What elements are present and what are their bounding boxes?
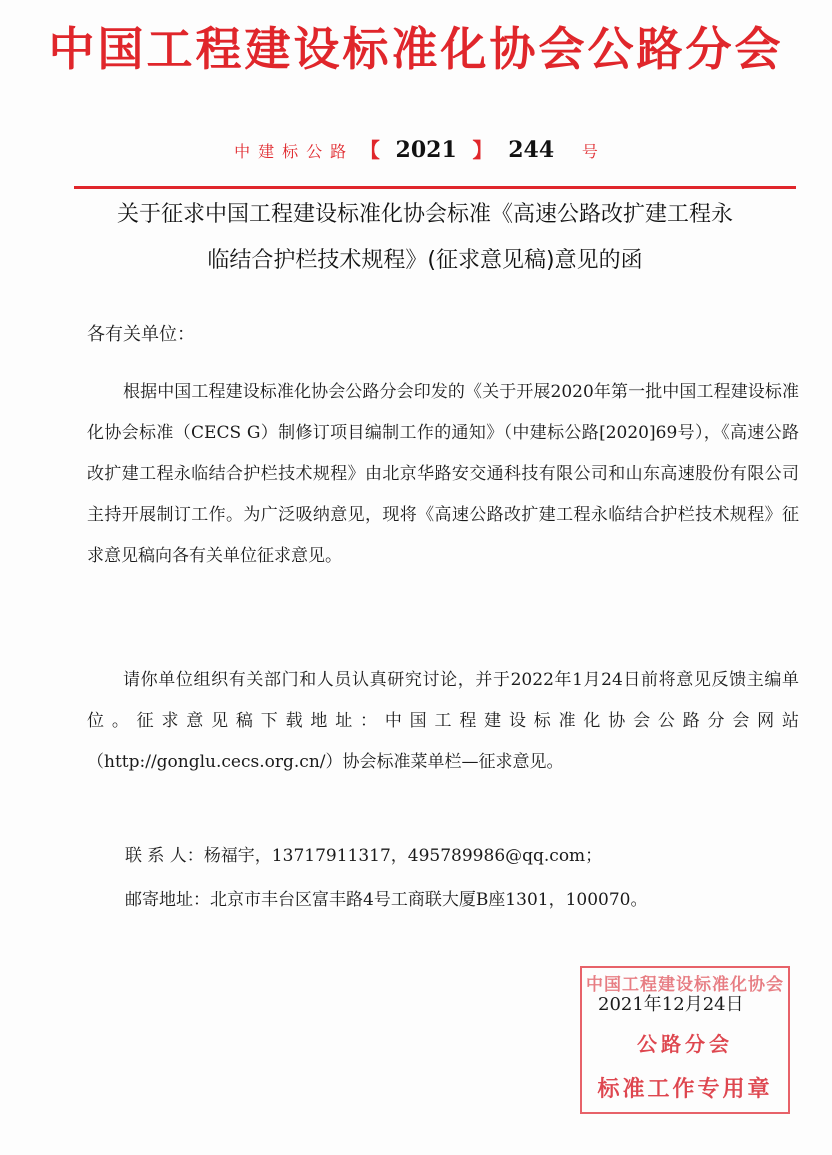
document-title-line-2: 临结合护栏技术规程》(征求意见稿)意见的函 bbox=[207, 248, 643, 273]
document-title bbox=[60, 192, 790, 284]
doc-number-open-bracket: 【 bbox=[359, 138, 380, 162]
issue-date: 2021年12月24日 bbox=[598, 994, 744, 1015]
organization-header: 中国工程建设标准化协会公路分会 bbox=[48, 22, 784, 76]
doc-number-prefix: 中建标公路 bbox=[234, 142, 355, 161]
mailing-address-value: 北京市丰台区富丰路4号工商联大厦B座1301，100070。 bbox=[210, 890, 648, 910]
mailing-address-label: 邮寄地址： bbox=[125, 890, 210, 910]
document-title-line-1: 关于征求中国工程建设标准化协会标准《高速公路改扩建工程永 bbox=[116, 202, 733, 227]
body-paragraph-1: 根据中国工程建设标准化协会公路分会印发的《关于开展2020年第一批中国工程建设标准化协会标准（CECS G）制修订项目编制工作的通知》（中建标公路[2020]69号），《高速公路改扩建工程永临结合护栏技术规程》由北京华路安交通科技有限公司和山东高速股份有限公司主持开展制订工作。为广泛吸纳意见，现将《高速公路改扩建工程永临结合护栏技术规程》征求意见稿向各有关单位征求意见。 bbox=[87, 382, 799, 566]
header-divider-line bbox=[74, 186, 796, 189]
doc-number-serial: 244 bbox=[508, 137, 555, 163]
contact-person-label: 联 系 人： bbox=[125, 846, 204, 866]
doc-number-year: 2021 bbox=[395, 137, 457, 163]
body-paragraph-2: 请你单位组织有关部门和人员认真研究讨论，并于2022年1月24日前将意见反馈主编单位。征求意见稿下载地址：中国工程建设标准化协会公路分会网站（http://gonglu.cecs.org.cn/）协会标准菜单栏—征求意见。 bbox=[87, 670, 799, 772]
doc-number-suffix: 号 bbox=[581, 142, 598, 161]
official-seal-stamp bbox=[580, 966, 790, 1114]
doc-number-close-bracket: 】 bbox=[472, 138, 493, 162]
contact-person-value: 杨福宇，13717911317，495789986@qq.com； bbox=[203, 846, 603, 866]
document-number bbox=[0, 135, 832, 167]
seal-bottom-text: 标准工作专用章 bbox=[597, 1077, 773, 1102]
mailing-address bbox=[125, 887, 647, 913]
salutation: 各有关单位： bbox=[87, 324, 195, 345]
contact-person bbox=[125, 843, 602, 869]
seal-top-text: 中国工程建设标准化协会 bbox=[586, 975, 784, 995]
seal-middle-text: 公路分会 bbox=[637, 1032, 733, 1056]
